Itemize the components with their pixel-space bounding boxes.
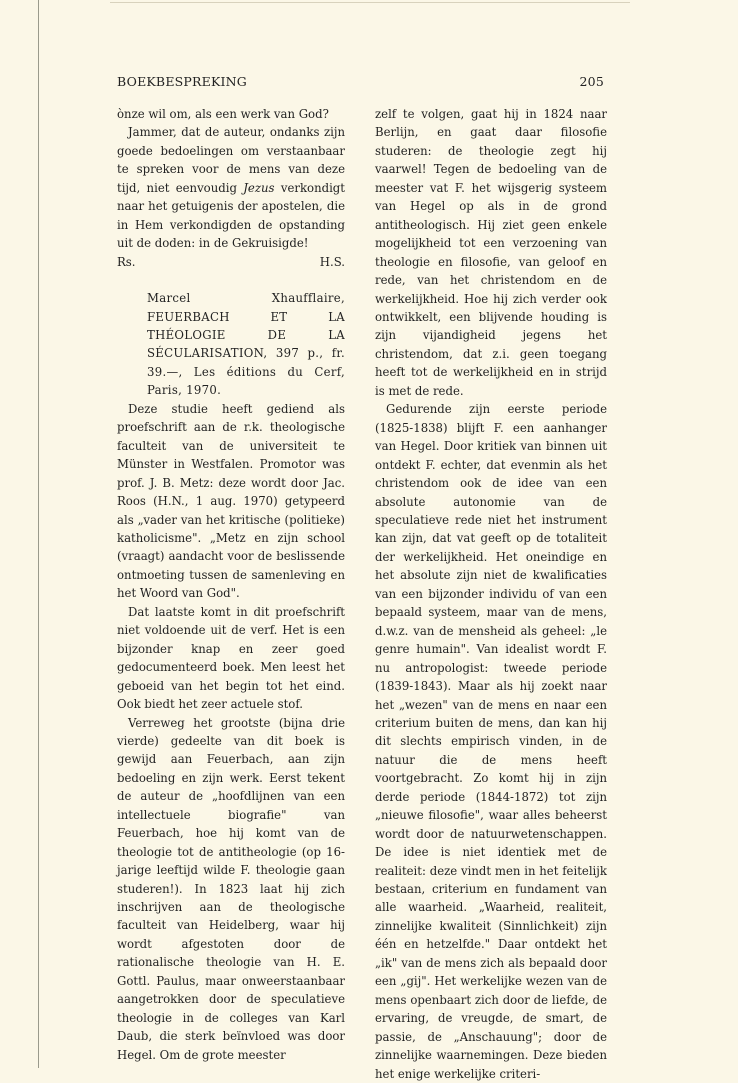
paragraph: zelf te volgen, gaat hij in 1824 naar Berlijn, en gaat daar filosofie studeren: de theologie zegt hij vaarwel! Tegen de bedoeling van de meester vat F. het wijsgerig systeem van Hegel op als in de grond antitheologisch. Hij ziet geen enkele mogelijkheid tot een verzoening van theologie en filosofie, van geloof en rede, van het christendom en de werkelijkheid. Hoe hij zich verder ook ontwikkelt, een blijvende houding is zijn vijandigheid jegens het christendom, dat z.i. geen toegang heeft tot de werkelijkheid en in strijd is met de rede. <box>375 107 607 398</box>
paragraph <box>117 123 345 252</box>
page-edge-line <box>38 0 39 1068</box>
signature-left: Rs. <box>117 254 136 269</box>
paragraph: ònze wil om, als een werk van God? <box>117 107 329 121</box>
top-rule <box>110 2 630 3</box>
right-column <box>375 105 607 1083</box>
review-signature <box>117 253 345 271</box>
paragraph-text: Jammer, dat de auteur, ondanks zijn goede bedoelingen om verstaanbaar te spreken voor de mens van deze tijd, niet eenvoudig <box>117 125 345 195</box>
left-column <box>117 105 345 1064</box>
paragraph: Gedurende zijn eerste periode (1825-1838) blijft F. een aanhanger van Hegel. Door kritiek van binnen uit ontdekt F. echter, dat evenmin als het christendom ook de idee van een absolute autonomie van de speculatieve rede niet het instrument kan zijn, dat vat geeft op de totaliteit der werkelijkheid. Het oneindige en het absolute zijn niet de kwalificaties van een bijzonder individu of van een bepaald systeem, maar van de mens, d.w.z. van de mensheid als geheel: „le genre humain". Van idealist wordt F. nu antropologist: tweede periode (1839-1843). Maar als hij zoekt naar het „wezen" van de mens en naar een criterium buiten de mens, dan kan hij dit slechts empirisch vinden, in de natuur die de mens heeft voortgebracht. Zo komt hij in zijn derde periode (1844-1872) tot zijn „nieuwe filosofie", waar alles beheerst wordt door de natuurwetenschappen. De idee is niet identiek met de realiteit: deze vindt men in het feitelijk bestaan, criterium en fundament van alle waarheid. „Waarheid, realiteit, zinnelijke kwaliteit (Sinnlichkeit) zijn één en hetzelfde." Daar ontdekt het „ik" van de mens zich als bepaald door een „gij". Het werkelijke wezen van de mens openbaart zich door de liefde, de ervaring, de vreugde, de smart, de passie, de „Anschauung"; door de zinnelijke waarnemingen. Deze bieden het enige werkelijke criteri- <box>375 402 607 1081</box>
book-citation: Marcel Xhaufflaire, FEUERBACH ET LA THÉOLOGIE DE LA SÉCULARISATION, 397 p., fr. 39.—, Les éditions du Cerf, Paris, 1970. <box>147 291 345 398</box>
page-number: 205 <box>579 74 604 89</box>
paragraph: Dat laatste komt in dit proefschrift niet voldoende uit de verf. Het is een bijzonder knap en zeer goed gedocumenteerd boek. Men leest het geboeid van het begin tot het eind. Ook biedt het zeer actuele stof. <box>117 604 345 712</box>
paragraph-text: verkondigt naar het getuigenis der apostelen, die in Hem verkondigden de opstanding uit de doden: in de Gekruisigde! <box>117 180 345 251</box>
header-title: BOEKBESPREKING <box>117 74 247 89</box>
paragraph: Verreweg het grootste (bijna drie vierde) gedeelte van dit boek is gewijd aan Feuerbach, aan zijn bedoeling en zijn werk. Eerst tekent de auteur de „hoofdlijnen van een intellectuele biografie" van Feuerbach, hoe hij komt van de theologie tot de antitheologie (op 16-jarige leeftijd wilde F. theologie gaan studeren!). In 1823 laat hij zich inschrijven aan de theologische faculteit van Heidelberg, waar hij wordt afgestoten door de rationalische theologie van H. E. Gottl. Paulus, maar onweerstaanbaar aangetrokken door de speculatieve theologie in de colleges van Karl Daub, die sterk beïnvloed was door Hegel. Om de grote meester <box>117 715 345 1062</box>
paragraph: Deze studie heeft gediend als proefschrift aan de r.k. theologische faculteit van de universiteit te Münster in Westfalen. Promotor was prof. J. B. Metz: deze wordt door Jac. Roos (H.N., 1 aug. 1970) getypeerd als „vader van het kritische (politieke) katholicisme". „Metz en zijn school (vraagt) aandacht voor de beslissende ontmoeting tussen de samenleving en het Woord van God". <box>117 401 345 601</box>
signature-right: H.S. <box>319 254 345 269</box>
running-header <box>117 74 604 92</box>
emphasis-jezus: Jezus <box>243 180 275 195</box>
